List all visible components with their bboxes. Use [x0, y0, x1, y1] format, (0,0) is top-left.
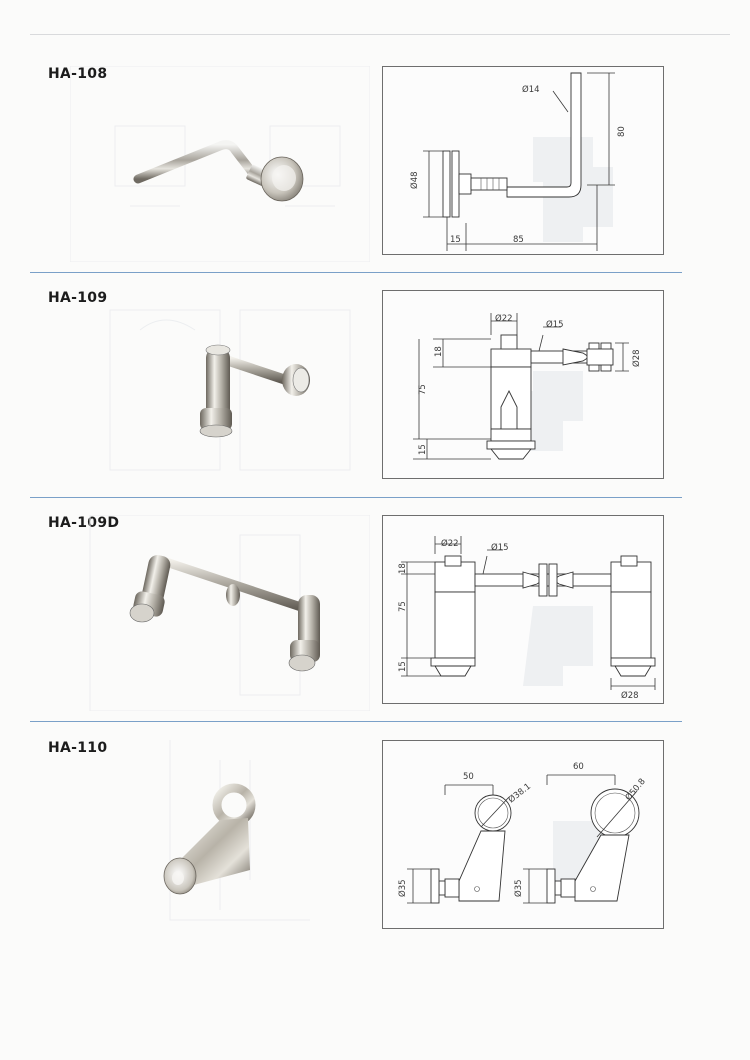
section-divider: [30, 497, 682, 498]
dim-clamp-left: Ø35: [398, 879, 408, 897]
technical-drawing-ha-109: [382, 290, 664, 479]
product-code: HA-110: [48, 740, 108, 756]
dim-height: 75: [418, 384, 428, 395]
dim-rod-dia: Ø15: [546, 320, 564, 330]
technical-drawing-ha-108: [382, 66, 664, 255]
dim-length: 85: [513, 235, 524, 245]
dim-ring-small: Ø38.1: [506, 781, 534, 806]
product-section-ha-110: [30, 740, 682, 940]
dim-height: 75: [398, 601, 408, 612]
top-rule: [30, 34, 730, 35]
dim-height: 80: [617, 126, 627, 137]
section-divider: [30, 272, 682, 273]
product-code: HA-108: [48, 66, 108, 82]
dim-foot-dia: Ø28: [621, 691, 639, 701]
dim-offset: 15: [450, 235, 461, 245]
dim-base: 15: [418, 444, 428, 455]
dim-offset-large: 60: [573, 762, 584, 772]
dim-pipe-dia: Ø14: [522, 85, 540, 95]
dim-clamp-dia: Ø28: [632, 349, 642, 367]
product-section-ha-108: [30, 66, 682, 266]
section-divider: [30, 721, 682, 722]
technical-drawing-ha-110: [382, 740, 664, 929]
dim-ring-large: Ø50.8: [623, 776, 648, 803]
dim-tube-dia: Ø22: [495, 314, 513, 324]
bracket-photo-icon: [70, 740, 370, 936]
bracket-photo-icon: [70, 66, 370, 262]
product-code: HA-109: [48, 290, 108, 306]
product-section-ha-109d: [30, 515, 682, 715]
bracket-photo-icon: [70, 515, 370, 711]
product-section-ha-109: [30, 290, 682, 490]
dim-base: 15: [398, 661, 408, 672]
dim-offset-small: 50: [463, 772, 474, 782]
technical-drawing-ha-109d: [382, 515, 664, 704]
product-code: HA-109D: [48, 515, 120, 531]
bracket-photo-icon: [70, 290, 370, 486]
dim-tube-dia: Ø22: [441, 539, 459, 549]
dim-rod-dia: Ø15: [491, 543, 509, 553]
dim-top: 18: [398, 563, 408, 574]
dim-clamp-right: Ø35: [514, 879, 524, 897]
dim-top: 18: [434, 346, 444, 357]
dim-plate-dia: Ø48: [410, 171, 420, 189]
